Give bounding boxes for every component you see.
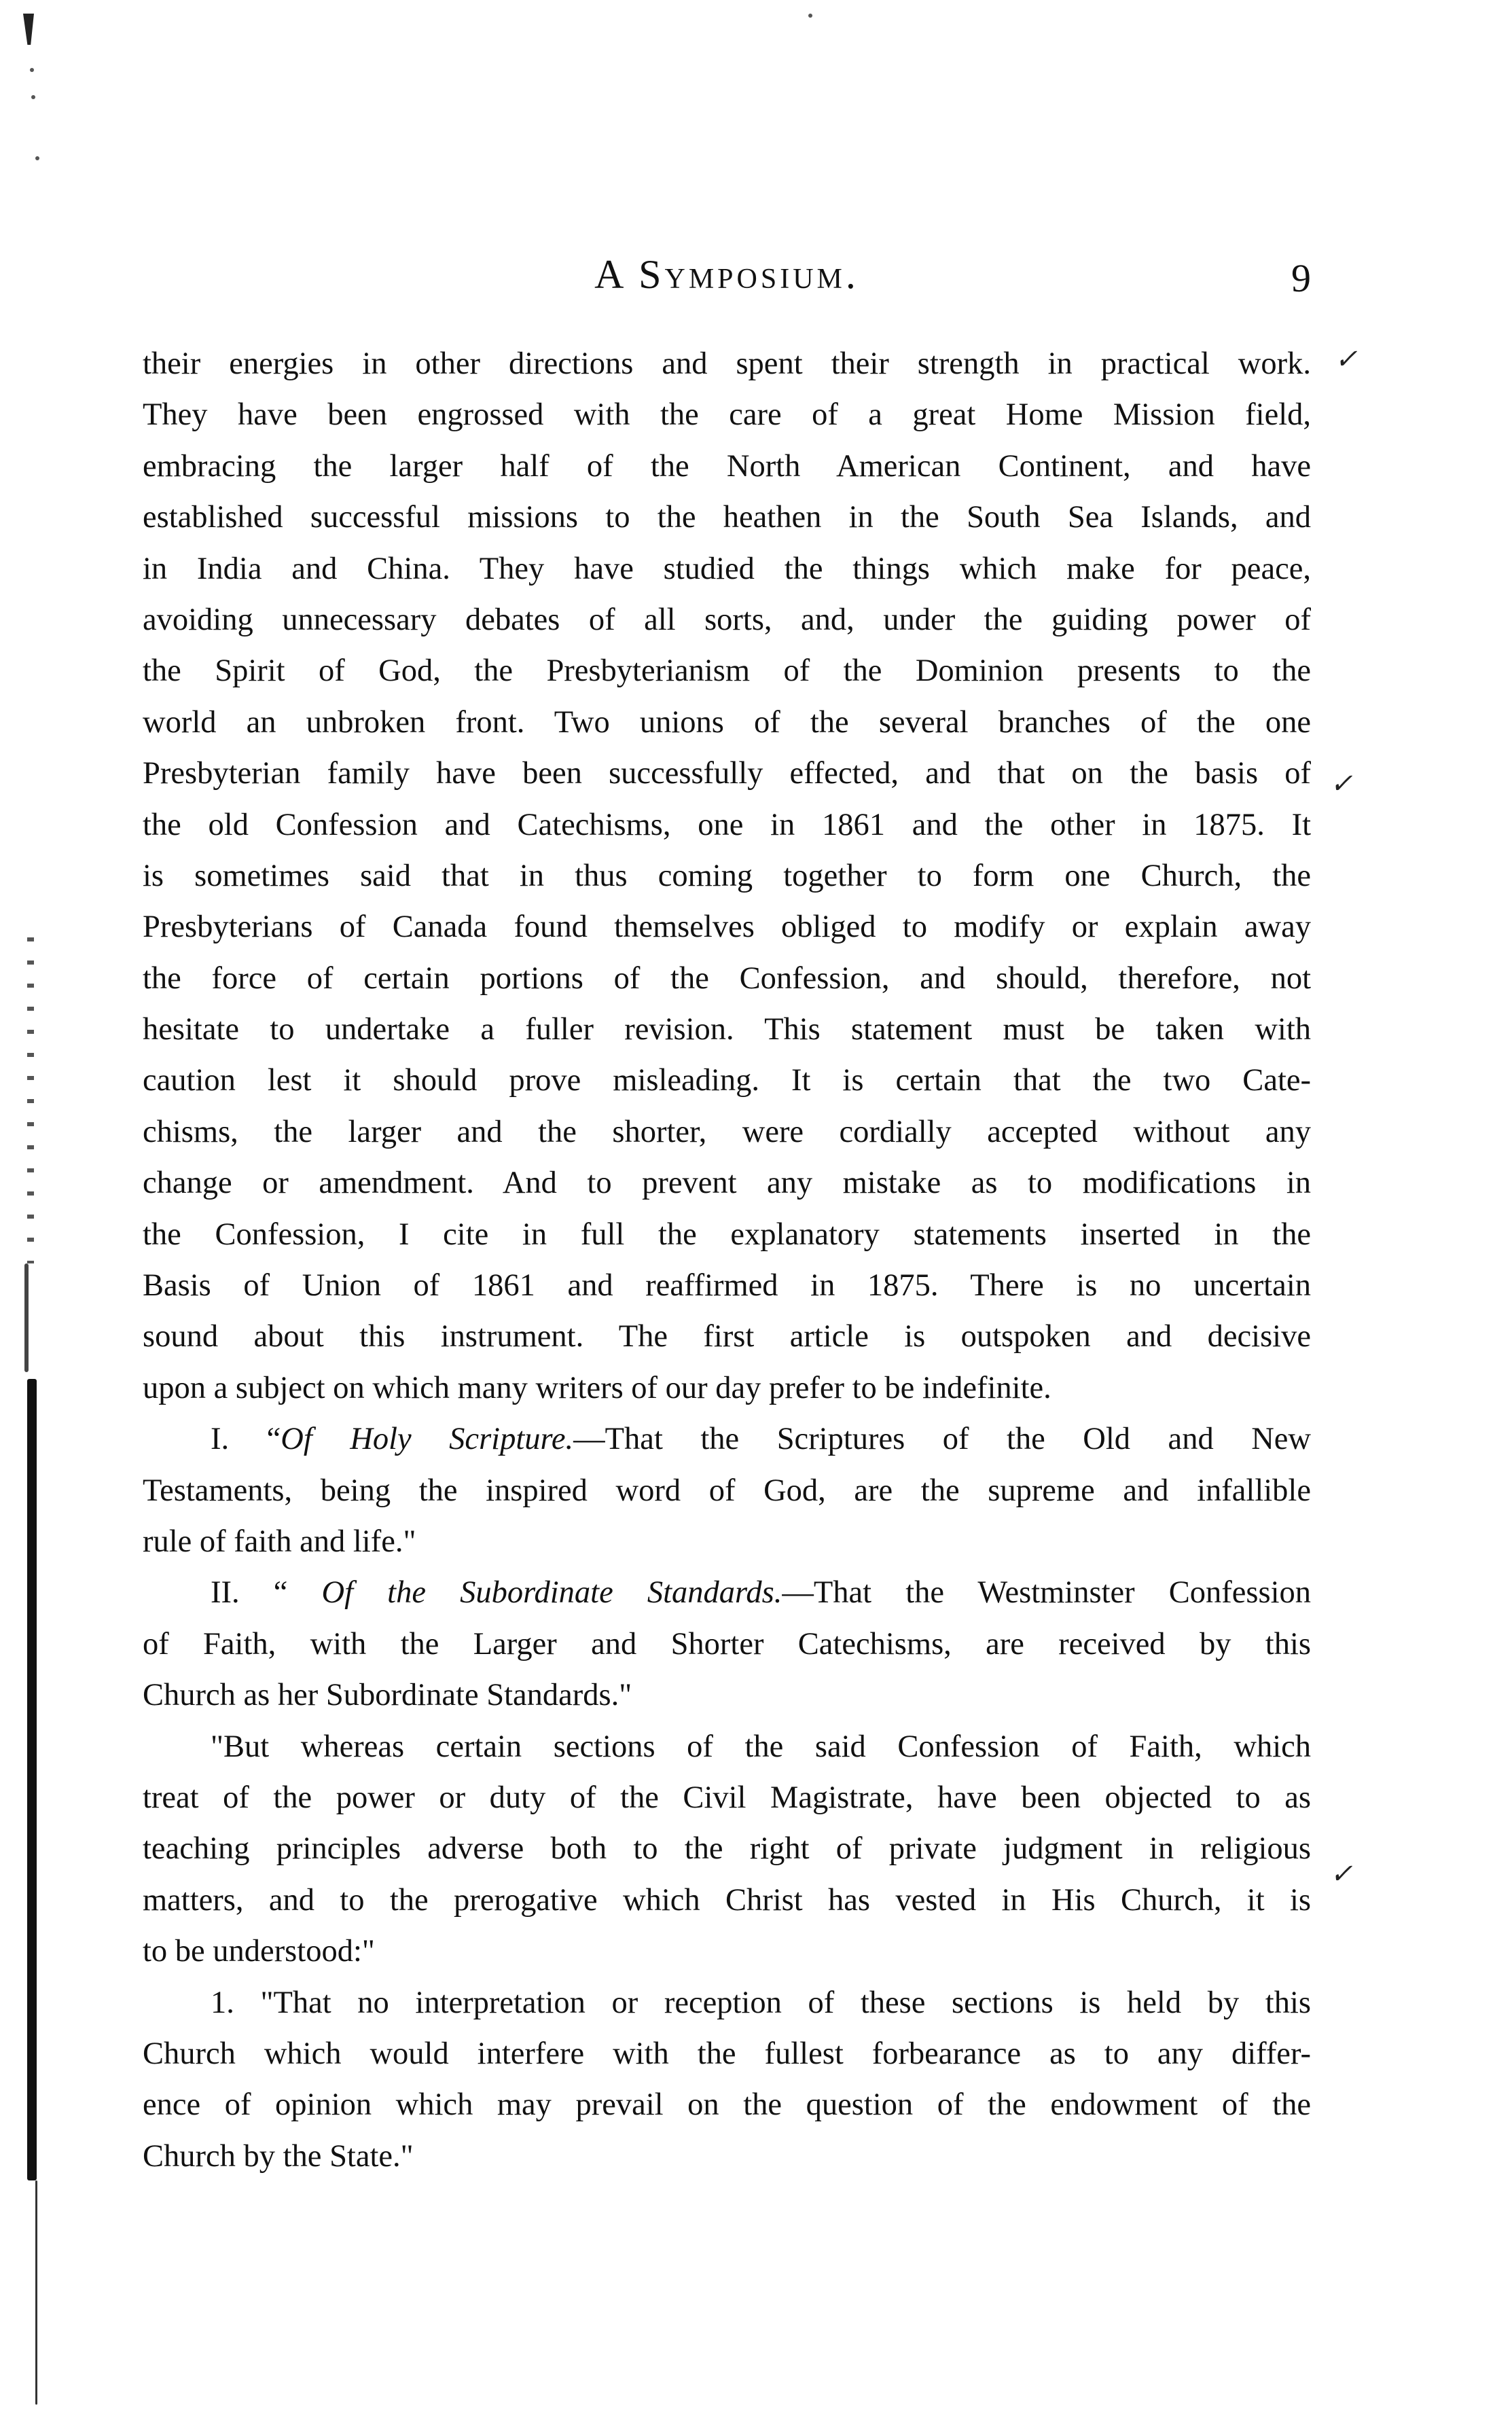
article-one-line: Testaments, being the inspired word of God, are the supreme and infallible xyxy=(143,1473,1311,1508)
text-line: established successful missions to the heathen in the South Sea Islands, and xyxy=(143,500,1311,535)
scan-speck xyxy=(31,95,35,99)
text-line: world an unbroken front. Two unions of the several branches of the one xyxy=(143,704,1311,740)
article-two-heading: Of the Subordinate Standards. xyxy=(321,1575,782,1611)
body-text xyxy=(143,338,1311,2182)
scan-gutter-bar xyxy=(24,1263,29,1372)
article-one-heading: Of Holy Scripture. xyxy=(281,1422,574,1457)
clause-one-line: Church which would interfere with the fullest forbearance as to any differ- xyxy=(143,2036,1311,2071)
text-line: chisms, the larger and the shorter, were cordially accepted without any xyxy=(143,1114,1311,1149)
page-header xyxy=(143,251,1311,306)
page-number: 9 xyxy=(1291,256,1311,300)
whereas-line: "But whereas certain sections of the said Confession of Faith, which xyxy=(211,1729,1311,1764)
article-two-text: —That the Westminster Confession xyxy=(782,1575,1311,1611)
scan-speck xyxy=(35,156,39,160)
scan-gutter-bar xyxy=(35,2180,37,2405)
clause-one-line: ence of opinion which may prevail on the question of the endowment of the xyxy=(143,2087,1311,2123)
running-head: A Symposium. xyxy=(594,252,859,297)
text-line: They have been engrossed with the care of a great Home Mission field, xyxy=(143,397,1311,433)
scan-speck xyxy=(30,68,34,72)
whereas-line: matters, and to the prerogative which Christ has vested in His Church, it is xyxy=(143,1882,1311,1918)
text-line: is sometimes said that in thus coming together to form one Church, the xyxy=(143,858,1311,893)
margin-check-mark: ✓ xyxy=(1335,344,1358,374)
text-line: Presbyterian family have been successfully effected, and that on the basis of xyxy=(143,756,1311,791)
margin-check-mark: ✓ xyxy=(1330,1858,1353,1889)
text-line: change or amendment. And to prevent any mistake as to modifications in xyxy=(143,1166,1311,1201)
clause-one-line: 1. "That no interpretation or reception of these sections is held by this xyxy=(211,1985,1311,2020)
text-line: the old Confession and Catechisms, one in 1861 and the other in 1875. It xyxy=(143,807,1311,842)
article-one-line: I. “Of Holy Scripture.—That the Scriptures of the Old and New xyxy=(211,1422,1312,1457)
text-line: embracing the larger half of the North American Continent, and have xyxy=(143,448,1311,484)
whereas-line: treat of the power or duty of the Civil Magistrate, have been objected to as xyxy=(143,1780,1311,1815)
scan-mark xyxy=(23,14,34,45)
text-line: the Spirit of God, the Presbyterianism of the Dominion presents to the xyxy=(143,653,1311,689)
whereas-line: to be understood:" xyxy=(143,1934,375,1969)
scan-gutter-bar xyxy=(27,1379,37,2180)
text-line: in India and China. They have studied the things which make for peace, xyxy=(143,551,1311,586)
text-line: Basis of Union of 1861 and reaffirmed in 1875. There is no uncertain xyxy=(143,1268,1311,1304)
whereas-line: teaching principles adverse both to the right of private judgment in religious xyxy=(143,1831,1311,1867)
article-two-line: Church as her Subordinate Standards." xyxy=(143,1678,632,1713)
text-line: caution lest it should prove misleading. It is certain that the two Cate- xyxy=(143,1063,1311,1098)
text-line: their energies in other directions and spent their strength in practical work. xyxy=(143,346,1311,381)
text-line: Presbyterians of Canada found themselves obliged to modify or explain away xyxy=(143,910,1311,945)
article-one-line: rule of faith and life." xyxy=(143,1524,416,1559)
text-line: the force of certain portions of the Confession, and should, therefore, not xyxy=(143,960,1311,996)
article-two-numeral: II. xyxy=(211,1575,240,1611)
clause-one-line: Church by the State." xyxy=(143,2138,414,2174)
text-line: the Confession, I cite in full the explanatory statements inserted in the xyxy=(143,1217,1311,1252)
text-line: sound about this instrument. The first article is outspoken and decisive xyxy=(143,1319,1311,1354)
scan-speck xyxy=(808,14,812,18)
article-one-numeral: I. xyxy=(211,1422,230,1457)
article-one-text: —That the Scriptures of the Old and New xyxy=(573,1422,1312,1457)
text-line: upon a subject on which many writers of our day prefer to be indefinite. xyxy=(143,1370,1051,1405)
margin-check-mark: ✓ xyxy=(1330,768,1353,799)
article-two-line: of Faith, with the Larger and Shorter Catechisms, are received by this xyxy=(143,1626,1311,1661)
text-line: avoiding unnecessary debates of all sorts, and, under the guiding power of xyxy=(143,602,1311,637)
article-two-line: II. “ Of the Subordinate Standards.—That the Westminster Confession xyxy=(211,1575,1311,1611)
scan-gutter-marks xyxy=(27,937,34,1263)
text-line: hesitate to undertake a fuller revision. This statement must be taken with xyxy=(143,1012,1311,1047)
